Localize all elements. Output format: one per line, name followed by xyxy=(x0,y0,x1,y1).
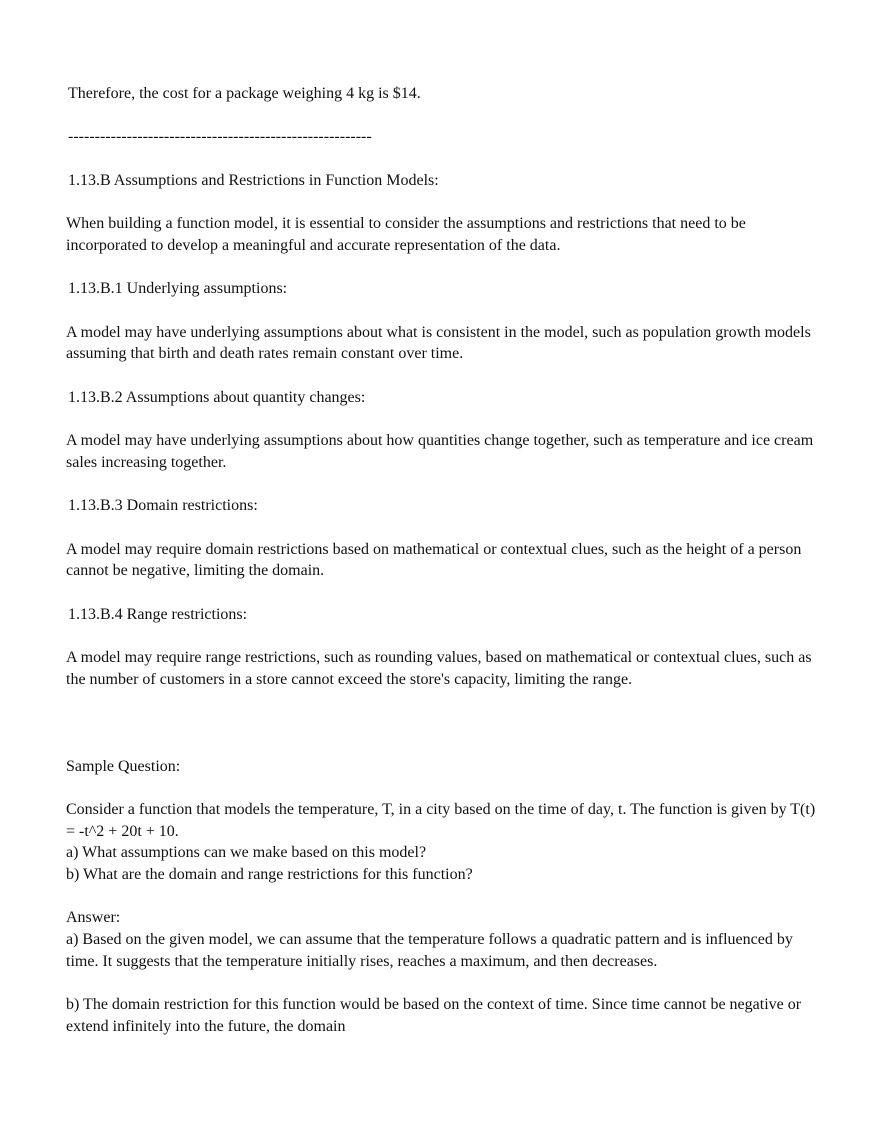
answer-part-b: b) The domain restriction for this function would be based on the context of time. Since time cannot be negative or extend infinitely into the future, the domain xyxy=(66,996,802,1035)
subsection-heading: 1.13.B.1 Underlying assumptions: xyxy=(68,280,288,298)
intro-paragraph: When building a function model, it is essential to consider the assumptions and restrictions that need to be incorporated to develop a meaningful and accurate representation of the data. xyxy=(66,215,746,254)
answer-part-a: a) Based on the given model, we can assume that the temperature follows a quadratic pattern and is influenced by time. It suggests that the temperature initially rises, reaches a maximum, and then decreases. xyxy=(66,931,793,970)
subsection-body: A model may have underlying assumptions about how quantities change together, such as temperature and ice cream sales increasing together. xyxy=(66,432,814,471)
sample-question-part-a: a) What assumptions can we make based on this model? xyxy=(66,844,427,862)
conclusion-text: Therefore, the cost for a package weighing 4 kg is $14. xyxy=(68,85,421,102)
subsection-body: A model may require range restrictions, such as rounding values, based on mathematical or contextual clues, such as the number of customers in a store cannot exceed the store's capacity, limiting the range. xyxy=(66,649,812,688)
sample-question-part-b: b) What are the domain and range restrictions for this function? xyxy=(66,866,473,884)
subsection-heading: 1.13.B.3 Domain restrictions: xyxy=(68,497,258,515)
separator-line: --------------------------------------------------------- xyxy=(68,128,372,146)
answer-label: Answer: xyxy=(66,909,121,927)
subsection-heading: 1.13.B.4 Range restrictions: xyxy=(68,605,248,623)
section-title: 1.13.B Assumptions and Restrictions in Function Models: xyxy=(68,171,439,189)
sample-question-text: Consider a function that models the temperature, T, in a city based on the time of day, t. The function is given by T(t) = -t^2 + 20t + 10. xyxy=(66,800,816,840)
sample-question-label: Sample Question: xyxy=(66,757,181,775)
subsection-body: A model may require domain restrictions based on mathematical or contextual clues, such as the height of a person cannot be negative, limiting the domain. xyxy=(66,540,802,580)
document-page xyxy=(66,83,826,1038)
subsection-heading: 1.13.B.2 Assumptions about quantity changes: xyxy=(68,388,366,406)
subsection-body: A model may have underlying assumptions about what is consistent in the model, such as population growth models assuming that birth and death rates remain constant over time. xyxy=(66,323,811,363)
